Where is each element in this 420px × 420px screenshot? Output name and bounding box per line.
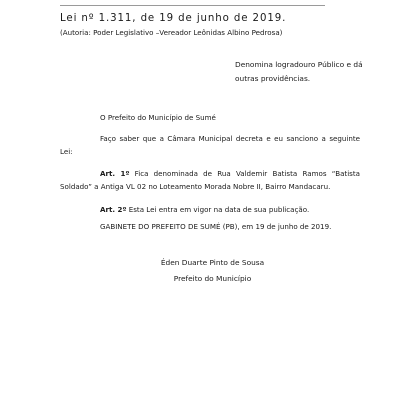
mayor-line: O Prefeito do Município de Sumé (100, 113, 216, 122)
preamble: Faço saber que a Câmara Municipal decreta e eu sanciono a seguinte Lei: (60, 134, 360, 156)
article-1-label: Art. 1º (100, 169, 130, 178)
ementa: Denomina logradouro Público e dá outras providências. (235, 60, 363, 83)
top-rule (60, 5, 325, 6)
article-1-text: Fica denominada de Rua Valdemir Batista Ramos “Batista Soldado” a Antiga VL 02 no Loteamento Morada Nobre II, Bairro Mandacaru. (60, 169, 360, 191)
law-authorship: (Autoria: Poder Legislativo –Vereador Leônidas Albino Pedrosa) (60, 28, 283, 37)
article-2-label: Art. 2º (100, 205, 127, 214)
law-title: Lei nº 1.311, de 19 de junho de 2019. (60, 13, 287, 24)
signature-name: Éden Duarte Pinto de Sousa (160, 258, 265, 267)
article-1 (60, 167, 360, 193)
article-2-text: Esta Lei entra em vigor na data de sua publicação. (126, 205, 310, 214)
closing-line: GABINETE DO PREFEITO DE SUMÉ (PB), em 19 de junho de 2019. (100, 222, 332, 231)
signature-role: Prefeito do Município (173, 274, 252, 283)
article-2 (100, 203, 360, 216)
